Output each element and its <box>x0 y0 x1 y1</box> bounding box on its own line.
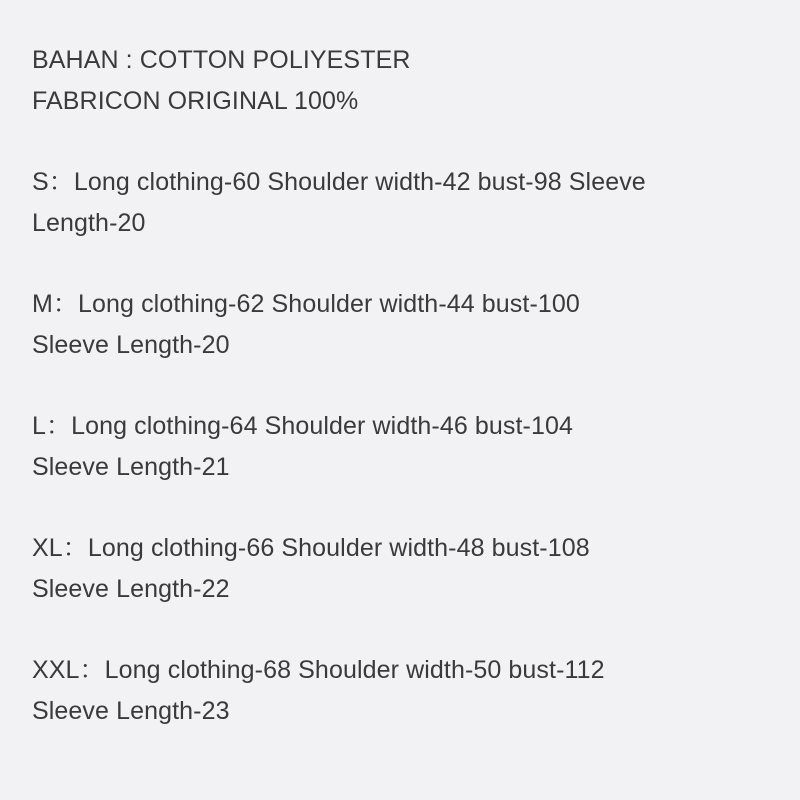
size-xl-line-1: XL：Long clothing-66 Shoulder width-48 bust-108 <box>32 534 590 562</box>
size-m-line-2: Sleeve Length-20 <box>32 331 230 359</box>
size-l-line-2: Sleeve Length-21 <box>32 453 230 481</box>
size-xxl-entry <box>32 650 772 732</box>
size-s-entry <box>32 162 772 244</box>
size-chart-document <box>32 40 772 732</box>
size-l-line-1: L：Long clothing-64 Shoulder width-46 bust-104 <box>32 412 573 440</box>
size-s-line-2: Length-20 <box>32 209 146 237</box>
material-block <box>32 40 772 122</box>
spacer <box>32 488 772 528</box>
material-line: BAHAN : COTTON POLIYESTER <box>32 46 411 74</box>
size-xl-line-2: Sleeve Length-22 <box>32 575 230 603</box>
spacer <box>32 244 772 284</box>
spacer <box>32 366 772 406</box>
size-m-line-1: M：Long clothing-62 Shoulder width-44 bust-100 <box>32 290 580 318</box>
spacer <box>32 610 772 650</box>
size-xl-entry <box>32 528 772 610</box>
fabric-line: FABRICON ORIGINAL 100% <box>32 87 359 115</box>
size-s-line-1: S：Long clothing-60 Shoulder width-42 bust-98 Sleeve <box>32 168 646 196</box>
size-xxl-line-1: XXL：Long clothing-68 Shoulder width-50 bust-112 <box>32 656 605 684</box>
size-m-entry <box>32 284 772 366</box>
size-l-entry <box>32 406 772 488</box>
spacer <box>32 122 772 162</box>
size-xxl-line-2: Sleeve Length-23 <box>32 697 230 725</box>
